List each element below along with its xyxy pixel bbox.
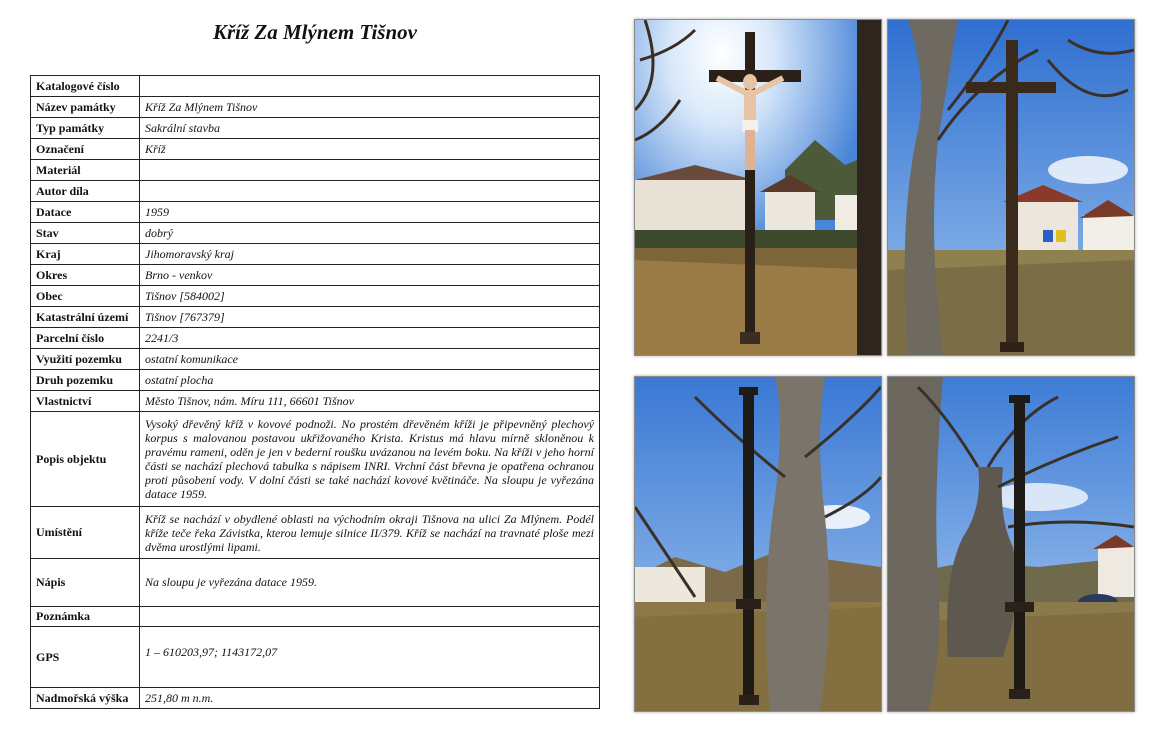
row-value [140, 76, 600, 97]
table-row [31, 559, 600, 607]
cross-with-corpus-photo-icon [635, 20, 881, 355]
table-row [31, 202, 600, 223]
row-value: 1 – 610203,97; 1143172,07 [140, 627, 600, 688]
table-row [31, 223, 600, 244]
table-row [31, 286, 600, 307]
row-value: Kříž [140, 139, 600, 160]
row-value [140, 160, 600, 181]
table-row [31, 97, 600, 118]
row-value: 1959 [140, 202, 600, 223]
row-value [140, 181, 600, 202]
photo-cross-side-right [887, 376, 1135, 712]
cross-side-view-linden-photo-icon [888, 377, 1134, 711]
row-value: 2241/3 [140, 328, 600, 349]
table-row [31, 391, 600, 412]
row-value: Tišnov [767379] [140, 307, 600, 328]
row-label: Katalogové číslo [31, 76, 140, 97]
cross-rear-view-photo-icon [888, 20, 1134, 355]
row-value: dobrý [140, 223, 600, 244]
row-label: Stav [31, 223, 140, 244]
table-row [31, 265, 600, 286]
row-value: ostatní komunikace [140, 349, 600, 370]
row-value: ostatní plocha [140, 370, 600, 391]
cross-side-view-linden-photo-icon [635, 377, 881, 711]
table-row [31, 349, 600, 370]
table-row [31, 412, 600, 507]
table-row [31, 370, 600, 391]
table-row [31, 307, 600, 328]
table-row [31, 328, 600, 349]
row-value [140, 607, 600, 627]
table-row [31, 607, 600, 627]
table-row [31, 627, 600, 688]
table-row [31, 118, 600, 139]
table-row [31, 76, 600, 97]
photo-cross-side-left [634, 376, 882, 712]
row-label: Název památky [31, 97, 140, 118]
row-label: Nadmořská výška [31, 688, 140, 709]
row-label: Poznámka [31, 607, 140, 627]
row-label: Datace [31, 202, 140, 223]
row-value: Vysoký dřevěný kříž v kovové podnoži. No prostém dřevěném kříži je připevněný plechový korpus s malovanou postavou ukřižovaného Krista. Kristus má hlavu mírně skloněnou k pravému rameni, oděn je jen v bederní roušku uvázanou na levém boku. Na kříži v jeho horní části se nachází plechová tabulka s nápisem INRI. Vrchní část břevna je opatřena ochranou proti působení vody. V dolní části se také nachází kovové květináče. Na sloupu je vyřezána datace 1959. [140, 412, 600, 507]
row-label: Umístění [31, 507, 140, 559]
page-title: Kříž Za Mlýnem Tišnov [213, 20, 417, 44]
row-value: Tišnov [584002] [140, 286, 600, 307]
row-value: Kříž Za Mlýnem Tišnov [140, 97, 600, 118]
table-row [31, 181, 600, 202]
table-row [31, 160, 600, 181]
row-value: Na sloupu je vyřezána datace 1959. [140, 559, 600, 607]
row-label: Katastrální území [31, 307, 140, 328]
row-label: Využití pozemku [31, 349, 140, 370]
row-value: Jihomoravský kraj [140, 244, 600, 265]
table-row [31, 688, 600, 709]
row-value: Kříž se nachází v obydlené oblasti na východním okraji Tišnova na ulici Za Mlýnem. Podél kříže teče řeka Závistka, kterou lemuje silnice II/379. Kříž se nachází na travnaté ploše mezi dvěma urostlými lipami. [140, 507, 600, 559]
table-row [31, 244, 600, 265]
row-label: Nápis [31, 559, 140, 607]
photo-cross-rear [887, 19, 1135, 356]
table-row [31, 139, 600, 160]
row-label: Označení [31, 139, 140, 160]
photo-cross-front [634, 19, 882, 356]
row-label: Materiál [31, 160, 140, 181]
row-value: Brno - venkov [140, 265, 600, 286]
row-label: Autor díla [31, 181, 140, 202]
monument-record-table [30, 75, 600, 709]
row-label: Typ památky [31, 118, 140, 139]
row-label: Popis objektu [31, 412, 140, 507]
row-value: Město Tišnov, nám. Míru 111, 66601 Tišnov [140, 391, 600, 412]
row-label: Druh pozemku [31, 370, 140, 391]
row-label: Obec [31, 286, 140, 307]
row-label: Okres [31, 265, 140, 286]
row-label: GPS [31, 627, 140, 688]
row-value: Sakrální stavba [140, 118, 600, 139]
row-value: 251,80 m n.m. [140, 688, 600, 709]
row-label: Parcelní číslo [31, 328, 140, 349]
row-label: Kraj [31, 244, 140, 265]
table-row [31, 507, 600, 559]
row-label: Vlastnictví [31, 391, 140, 412]
